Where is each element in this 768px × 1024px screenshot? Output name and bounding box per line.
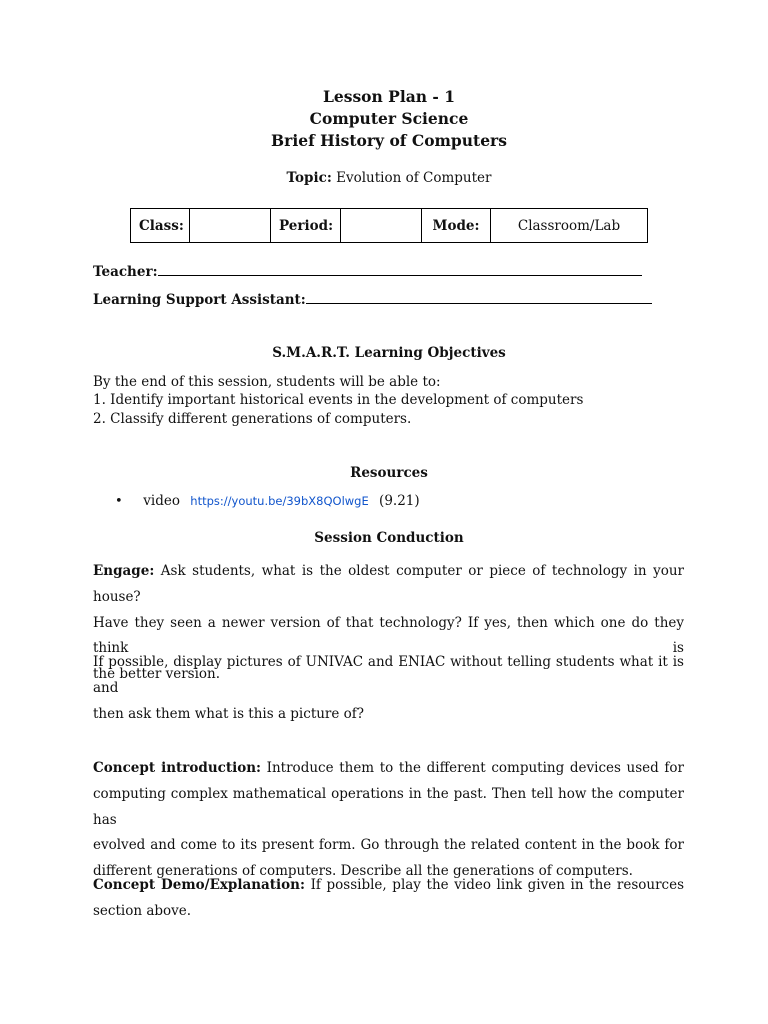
topic-value: Evolution of Computer (336, 170, 492, 186)
lsa-blank (306, 290, 652, 304)
lsa-label: Learning Support Assistant: (93, 292, 306, 308)
class-value (190, 209, 271, 243)
engage-line-1 (93, 559, 684, 611)
doc-lesson-title: Brief History of Computers (271, 131, 507, 150)
teacher-label: Teacher: (93, 264, 158, 280)
concept-demo-line-1 (93, 873, 684, 899)
resource-label: video (143, 493, 180, 509)
video-link[interactable]: https://youtu.be/39bX8QOlwgE (190, 494, 369, 508)
mode-label: Mode: (422, 209, 491, 243)
concept-intro-line-1 (93, 756, 684, 782)
concept-intro-label: Concept introduction: (93, 760, 262, 776)
display-paragraph (93, 650, 684, 727)
concept-intro-paragraph (93, 756, 684, 885)
concept-demo-paragraph (93, 873, 684, 925)
concept-intro-line-3: evolved and come to its present form. Go through the related content in the book for (93, 837, 684, 854)
topic-line (0, 170, 768, 186)
concept-demo-line-2: section above. (93, 902, 192, 919)
objective-item-1: 1. Identify important historical events in the development of computers (93, 392, 584, 408)
concept-demo-label: Concept Demo/Explanation: (93, 877, 305, 893)
session-heading: Session Conduction (314, 530, 464, 546)
topic-label: Topic: (286, 170, 332, 186)
doc-subject: Computer Science (309, 109, 469, 128)
objective-item-2: 2. Classify different generations of computers. (93, 411, 412, 427)
concept-intro-text-1: Introduce them to the different computing devices used for (266, 760, 685, 776)
display-line-1: If possible, display pictures of UNIVAC and ENIAC without telling students what it is and (93, 654, 684, 696)
period-label: Period: (271, 209, 341, 243)
period-value (341, 209, 422, 243)
display-line-2: then ask them what is this a picture of? (93, 705, 365, 722)
doc-title: Lesson Plan - 1 (322, 87, 456, 106)
engage-text-1: Ask students, what is the oldest computer or piece of technology in your house? (93, 563, 684, 605)
concept-intro-line-4: different generations of computers. Describe all the generations of computers. (93, 863, 633, 880)
lsa-line (93, 290, 652, 308)
mode-value: Classroom/Lab (491, 209, 648, 243)
engage-line-2: Have they seen a newer version of that technology? If yes, then which one do they think is (93, 614, 684, 657)
objectives-intro: By the end of this session, students will be able to: (93, 374, 441, 390)
concept-demo-text-1: If possible, play the video link given in the resources (310, 877, 684, 893)
bullet-icon: • (115, 494, 123, 509)
objectives-heading: S.M.A.R.T. Learning Objectives (272, 345, 506, 361)
engage-label: Engage: (93, 563, 155, 579)
concept-intro-line-2: computing complex mathematical operations in the past. Then tell how the computer has (93, 785, 684, 828)
class-label: Class: (131, 209, 190, 243)
resources-heading: Resources (350, 465, 428, 481)
video-duration: (9.21) (379, 493, 420, 509)
class-info-table (130, 208, 648, 243)
teacher-blank (158, 262, 642, 276)
engage-line-3: the better version. (93, 666, 221, 683)
teacher-line (93, 262, 642, 280)
resource-item (115, 493, 420, 509)
